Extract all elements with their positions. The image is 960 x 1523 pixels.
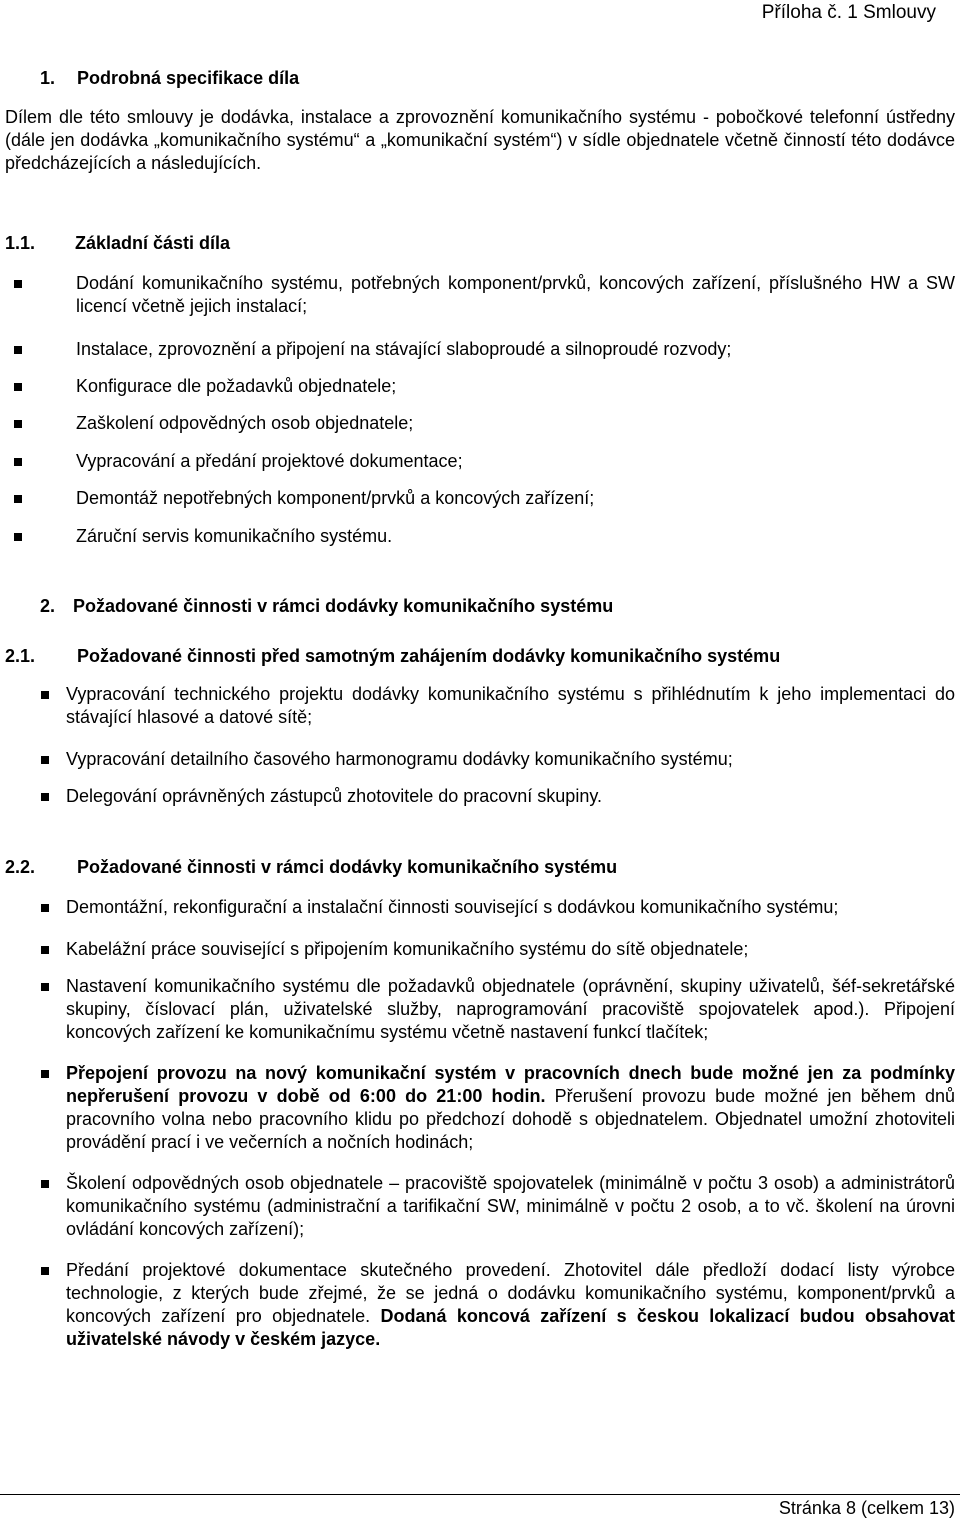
bullet-square-icon bbox=[14, 495, 22, 503]
list-item: Vypracování technického projektu dodávky komunikačního systému s přihlédnutím k jeho implementaci do stávající hlasové a datové sítě; bbox=[66, 683, 955, 729]
bullet-square-icon bbox=[41, 904, 49, 912]
list-item: Přepojení provozu na nový komunikační systém v pracovních dnech bude možné jen za podmínky nepřerušení provozu v době od 6:00 do 21:00 hodin. Přerušení provozu bude možné jen během dnů pracovního volna nebo pracovního klidu po předchozí dohodě s objednatelem. Objednatel umožní zhotoviteli provádění prací i ve večerních a nočních hodinách; bbox=[66, 1062, 955, 1154]
section-1-1-title: Základní části díla bbox=[75, 233, 231, 253]
section-1-1-heading bbox=[5, 233, 230, 254]
footer-divider bbox=[0, 1494, 960, 1495]
section-2-1-heading bbox=[5, 646, 780, 667]
page-number: Stránka 8 (celkem 13) bbox=[778, 1498, 955, 1518]
section-2-2-list bbox=[66, 896, 955, 1351]
section-2-1-title: Požadované činnosti před samotným zahájením dodávky komunikačního systému bbox=[77, 646, 781, 666]
list-item: Delegování oprávněných zástupců zhotovitele do pracovní skupiny. bbox=[66, 785, 955, 808]
section-2-title: Požadované činnosti v rámci dodávky komunikačního systému bbox=[73, 596, 614, 616]
bullet-square-icon bbox=[41, 756, 49, 764]
section-1-1-list bbox=[76, 272, 955, 548]
bullet-square-icon bbox=[41, 1267, 49, 1275]
list-item: Vypracování a předání projektové dokumentace; bbox=[76, 450, 955, 473]
list-item: Kabelážní práce související s připojením komunikačního systému do sítě objednatele; bbox=[66, 938, 955, 961]
list-item: Demontáž nepotřebných komponent/prvků a koncových zařízení; bbox=[76, 487, 955, 510]
bullet-square-icon bbox=[14, 458, 22, 466]
bullet-square-icon bbox=[41, 1180, 49, 1188]
bullet-square-icon bbox=[41, 691, 49, 699]
list-item: Zaškolení odpovědných osob objednatele; bbox=[76, 412, 955, 435]
list-item: Záruční servis komunikačního systému. bbox=[76, 525, 955, 548]
section-2-1-list bbox=[66, 683, 955, 808]
section-1-heading bbox=[40, 68, 299, 89]
bullet-square-icon bbox=[41, 793, 49, 801]
section-2-2-number: 2.2. bbox=[5, 857, 36, 877]
section-1-intro: Dílem dle této smlouvy je dodávka, instalace a zprovoznění komunikačního systému - pobočkové telefonní ústředny (dále jen dodávka „komunikačního systému“ a „komunikační systém“) v sídle objednatele včetně činností této dodávce předcházejících a následujících. bbox=[5, 107, 955, 173]
bullet-square-icon bbox=[14, 383, 22, 391]
section-2-number: 2. bbox=[40, 596, 56, 616]
bullet-square-icon bbox=[41, 1070, 49, 1078]
bullet-square-icon bbox=[14, 533, 22, 541]
bullet-square-icon bbox=[14, 346, 22, 354]
list-item: Školení odpovědných osob objednatele – pracoviště spojovatelek (minimálně v počtu 3 osob) a administrátorů komunikačního systému (administrační a tarifikační SW, minimálně v počtu 2 osob, a to vč. školení na úrovni ovládání koncových zařízení); bbox=[66, 1172, 955, 1241]
list-item: Konfigurace dle požadavků objednatele; bbox=[76, 375, 955, 398]
bullet-square-icon bbox=[41, 983, 49, 991]
bullet-square-icon bbox=[14, 280, 22, 288]
section-2-2-title: Požadované činnosti v rámci dodávky komunikačního systému bbox=[77, 857, 618, 877]
section-1-number: 1. bbox=[40, 68, 56, 88]
section-2-heading bbox=[40, 596, 613, 617]
bullet-square-icon bbox=[41, 946, 49, 954]
section-2-1-number: 2.1. bbox=[5, 646, 36, 666]
list-item: Nastavení komunikačního systému dle požadavků objednatele (oprávnění, skupiny uživatelů, šéf-sekretářské skupiny, číslovací plán, uživatelské služby, naprogramování pracoviště spojovatelek apod.). Připojení koncových zařízení ke komunikačnímu systému včetně nastavení funkcí tlačítek; bbox=[66, 975, 955, 1044]
attachment-label: Příloha č. 1 Smlouvy bbox=[761, 2, 936, 23]
list-item: Dodání komunikačního systému, potřebných komponent/prvků, koncových zařízení, příslušného HW a SW licencí včetně jejich instalací; bbox=[76, 272, 955, 318]
section-2-2-heading bbox=[5, 857, 617, 878]
list-item: Vypracování detailního časového harmonogramu dodávky komunikačního systému; bbox=[66, 748, 955, 771]
list-item: Předání projektové dokumentace skutečného provedení. Zhotovitel dále předloží dodací listy výrobce technologie, z kterých bude zřejmé, že se jedná o dodávku komunikačního systému, komponent/prvků a koncových zařízení pro objednatele. Dodaná koncová zařízení s českou lokalizací budou obsahovat uživatelské návody v českém jazyce. bbox=[66, 1259, 955, 1351]
bullet-square-icon bbox=[14, 420, 22, 428]
list-item: Instalace, zprovoznění a připojení na stávající slaboproudé a silnoproudé rozvody; bbox=[76, 338, 955, 361]
section-1-title: Podrobná specifikace díla bbox=[77, 68, 300, 88]
section-1-1-number: 1.1. bbox=[5, 233, 36, 253]
list-item: Demontážní, rekonfigurační a instalační činnosti související s dodávkou komunikačního systému; bbox=[66, 896, 955, 919]
